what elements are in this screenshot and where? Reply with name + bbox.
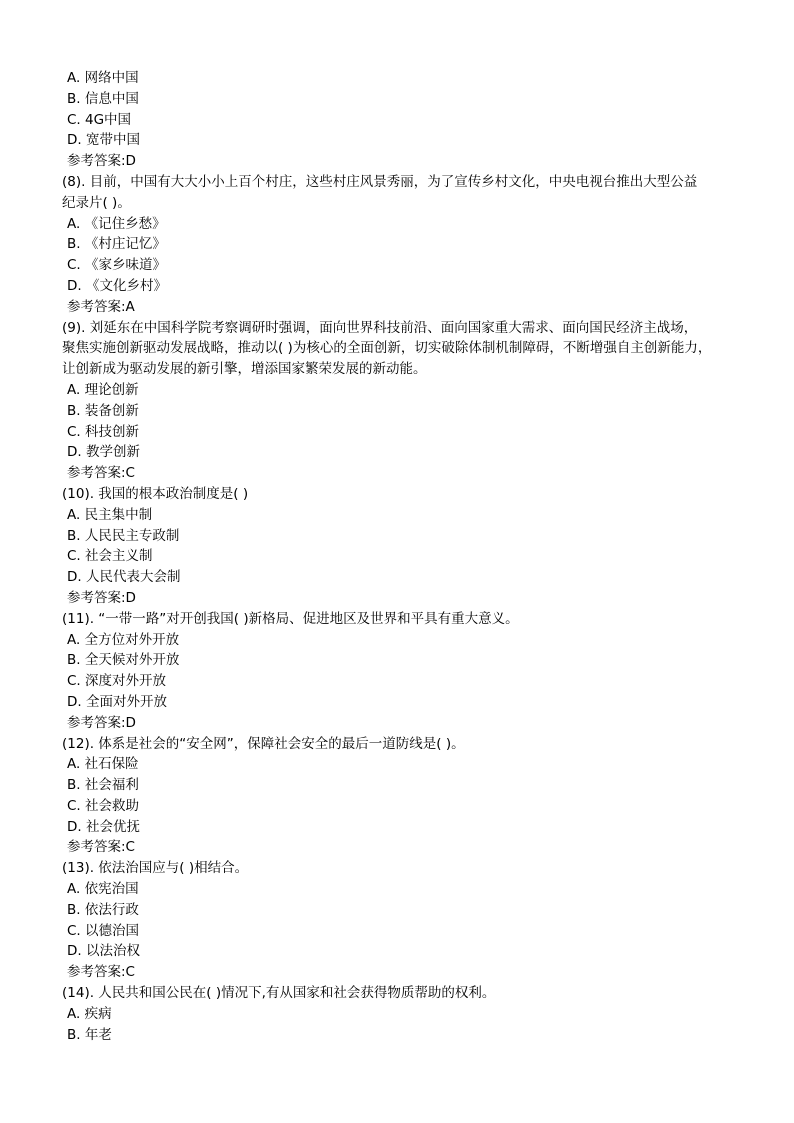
option-item: C. 科技创新 xyxy=(67,423,140,440)
option-item: A. 全方位对外开放 xyxy=(67,631,180,648)
option-item: B. 《村庄记忆》 xyxy=(67,236,166,253)
question-stem-line: 让创新成为驱动发展的新引擎，增添国家繁荣发展的新动能。 xyxy=(62,361,427,378)
option-item: D. 以法治权 xyxy=(67,943,140,960)
reference-answer: 参考答案:D xyxy=(67,714,136,731)
question-block xyxy=(62,734,742,859)
question-stem-line: 纪录片( )。 xyxy=(62,194,131,211)
option-item: A. 疾病 xyxy=(67,1005,112,1022)
question-block xyxy=(62,172,742,318)
question-stem-line: (13). 依法治国应与( )相结合。 xyxy=(62,860,249,877)
option-item: C. 《家乡味道》 xyxy=(67,257,167,274)
question-stem-line: (11). “一带一路”对开创我国( )新格局、促进地区及世界和平具有重大意义。 xyxy=(62,610,519,627)
option-item: C. 深度对外开放 xyxy=(67,673,167,690)
option-item: A. 《记住乡愁》 xyxy=(67,215,166,232)
option-item: A. 依宪治国 xyxy=(67,881,139,898)
option-item: C. 社会救助 xyxy=(67,797,140,814)
question-block xyxy=(62,68,742,172)
option-item: B. 全天候对外开放 xyxy=(67,652,180,669)
option-item: D. 《文化乡村》 xyxy=(67,277,167,294)
reference-answer: 参考答案:C xyxy=(67,839,135,856)
question-block xyxy=(62,983,742,1045)
option-item: B. 人民民主专政制 xyxy=(67,527,180,544)
reference-answer: 参考答案:A xyxy=(67,298,135,315)
option-item: B. 年老 xyxy=(67,1026,112,1043)
option-item: B. 依法行政 xyxy=(67,901,139,918)
question-stem-line: (10). 我国的根本政治制度是( ) xyxy=(62,485,249,502)
option-item: C. 4G中国 xyxy=(67,111,132,128)
option-item: D. 社会优抚 xyxy=(67,818,140,835)
question-block xyxy=(62,484,742,609)
option-item: A. 民主集中制 xyxy=(67,506,153,523)
option-item: D. 全面对外开放 xyxy=(67,693,167,710)
option-item: B. 装备创新 xyxy=(67,402,139,419)
option-item: C. 以德治国 xyxy=(67,922,140,939)
reference-answer: 参考答案:C xyxy=(67,964,135,981)
reference-answer: 参考答案:C xyxy=(67,465,135,482)
question-block xyxy=(62,609,742,734)
option-item: C. 社会主义制 xyxy=(67,548,153,565)
reference-answer: 参考答案:D xyxy=(67,589,136,606)
question-stem-line: (12). 体系是社会的“安全网”，保障社会安全的最后一道防线是( )。 xyxy=(62,735,465,752)
question-stem-line: (8). 目前，中国有大大小小上百个村庄，这些村庄风景秀丽，为了宣传乡村文化，中央电视台推出大型公益 xyxy=(62,173,698,190)
option-item: B. 信息中国 xyxy=(67,90,139,107)
question-block xyxy=(62,318,742,484)
question-stem-line: (14). 人民共和国公民在( )情况下,有从国家和社会获得物质帮助的权利。 xyxy=(62,985,496,1002)
option-item: B. 社会福利 xyxy=(67,777,139,794)
document-body xyxy=(62,68,742,1045)
option-item: D. 教学创新 xyxy=(67,444,140,461)
option-item: A. 网络中国 xyxy=(67,70,139,86)
question-stem-line: (9). 刘延东在中国科学院考察调研时强调，面向世界科技前沿、面向国家重大需求、面向国民经济主战场， xyxy=(62,319,698,336)
option-item: A. 理论创新 xyxy=(67,381,139,398)
question-stem-line: 聚焦实施创新驱动发展战略，推动以( )为核心的全面创新，切实破除体制机制障碍，不断增强自主创新能力， xyxy=(62,340,712,357)
option-item: D. 宽带中国 xyxy=(67,132,140,149)
question-block xyxy=(62,858,742,983)
option-item: D. 人民代表大会制 xyxy=(67,569,181,586)
reference-answer: 参考答案:D xyxy=(67,153,136,170)
option-item: A. 社石保险 xyxy=(67,756,139,773)
